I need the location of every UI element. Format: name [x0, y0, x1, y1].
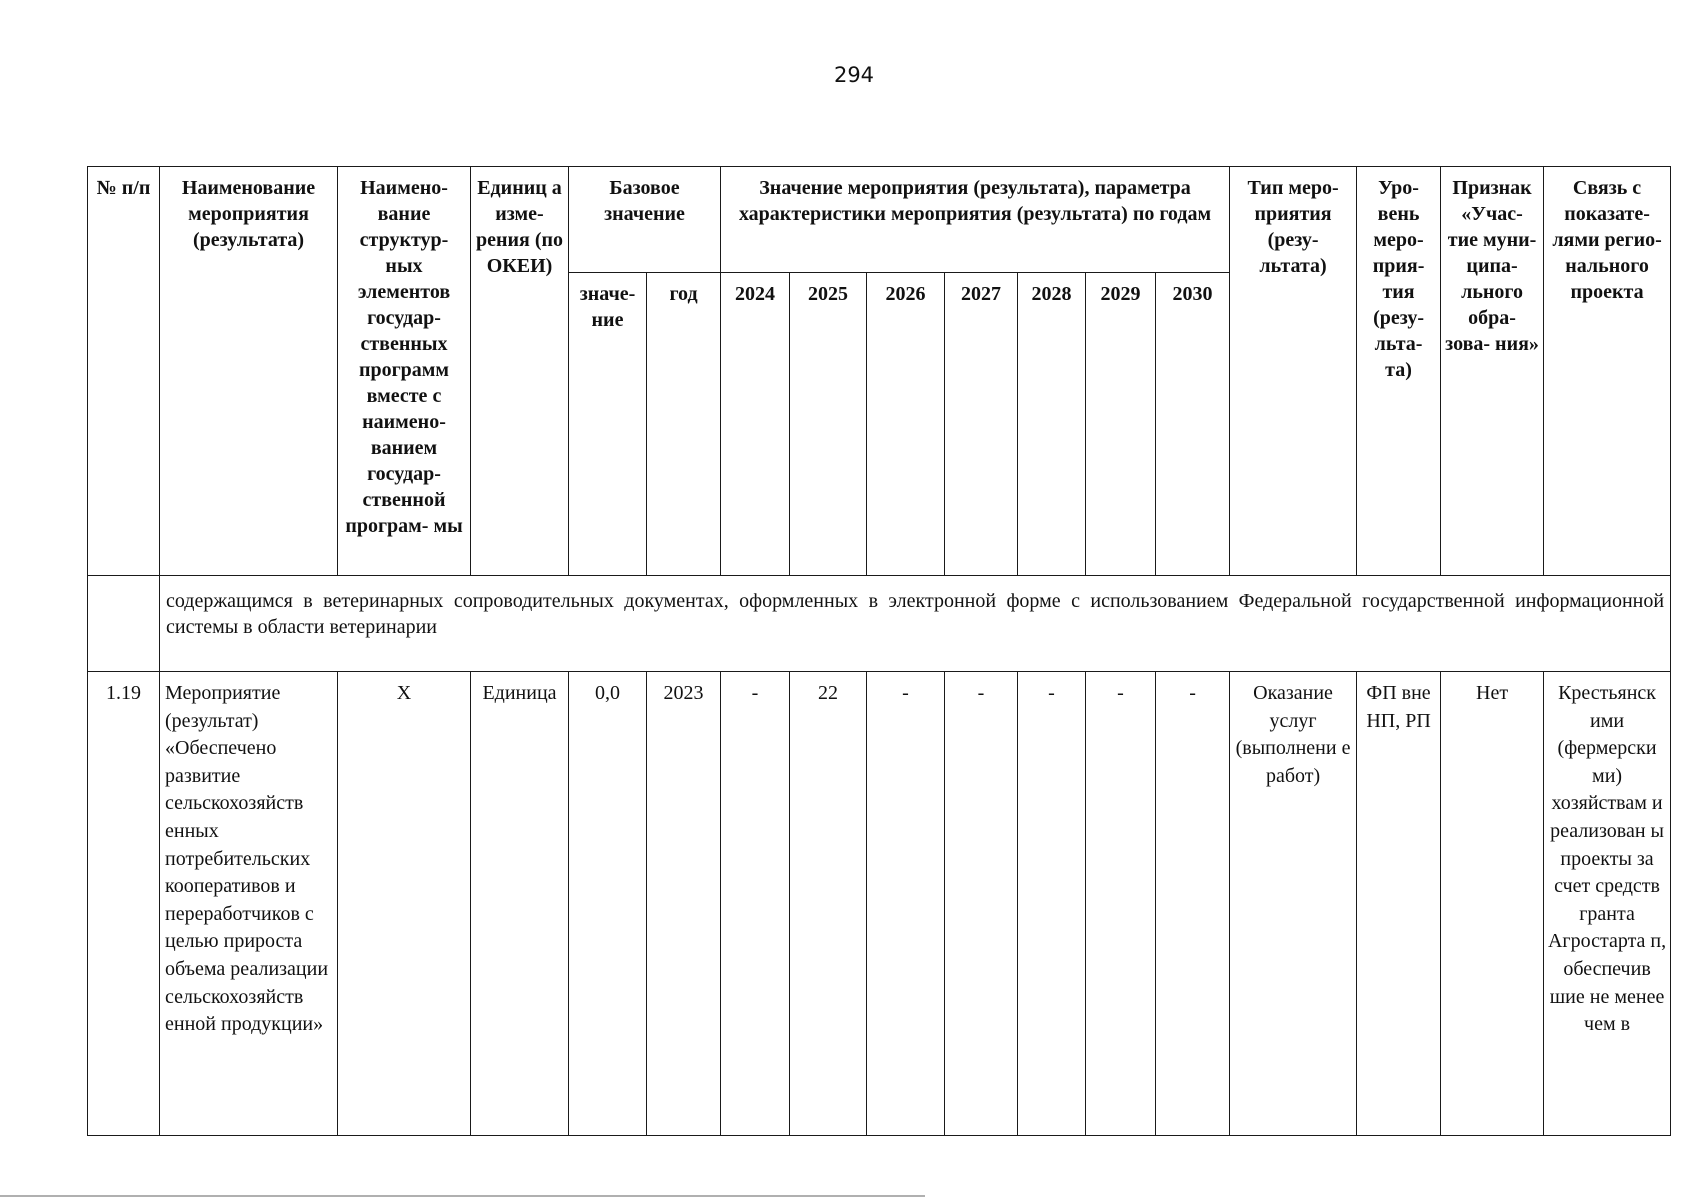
- header-unit: Единиц а изме- рения (по ОКЕИ): [471, 167, 569, 576]
- header-base-value: значе- ние: [569, 273, 647, 576]
- row-link: Крестьянск ими (фермерски ми) хозяйствам и реализован ы проекты за счет средств гранта Агростарта п, обеспечив шие не менее чем в: [1544, 672, 1671, 1136]
- header-values: Значение мероприятия (результата), параметра характеристики мероприятия (результата) по годам: [721, 167, 1230, 273]
- header-base-year: год: [647, 273, 721, 576]
- row-value-2028: -: [1018, 672, 1086, 1136]
- header-year-2025: 2025: [790, 273, 867, 576]
- table-row: [88, 672, 1671, 1136]
- page-number: 294: [833, 63, 875, 87]
- header-link: Связь с показате- лями регио- нального проекта: [1544, 167, 1671, 576]
- header-year-2028: 2028: [1018, 273, 1086, 576]
- row-value-2029: -: [1086, 672, 1156, 1136]
- row-level: ФП вне НП, РП: [1357, 672, 1441, 1136]
- row-num: 1.19: [88, 672, 160, 1136]
- row-value-2025: 22: [790, 672, 867, 1136]
- measures-table: [87, 166, 1671, 1136]
- row-base-year: 2023: [647, 672, 721, 1136]
- header-year-2030: 2030: [1156, 273, 1230, 576]
- header-year-2029: 2029: [1086, 273, 1156, 576]
- header-struct: Наимено- вание структур- ных элементов государ- ственных программ вместе с наимено- ванием государ- ственной програм- мы: [338, 167, 471, 576]
- row-struct: Х: [338, 672, 471, 1136]
- header-year-2026: 2026: [867, 273, 945, 576]
- row-unit: Единица: [471, 672, 569, 1136]
- row-name: Мероприятие (результат) «Обеспечено развитие сельскохозяйств енных потребительских кооперативов и переработчиков с целью прироста объема реализации сельскохозяйств енной продукции»: [160, 672, 338, 1136]
- header-year-2024: 2024: [721, 273, 790, 576]
- row-value-2026: -: [867, 672, 945, 1136]
- row-municipal: Нет: [1441, 672, 1544, 1136]
- header-municipal: Признак «Учас- тие муни- ципа- льного обра- зова- ния»: [1441, 167, 1544, 576]
- header-level: Уро- вень меро- прия- тия (резу- льта- та): [1357, 167, 1441, 576]
- scan-edge-line: [0, 1195, 925, 1197]
- continuation-num-cell: [88, 576, 160, 672]
- continuation-row: [88, 576, 1671, 672]
- row-value-2024: -: [721, 672, 790, 1136]
- row-base-value: 0,0: [569, 672, 647, 1136]
- header-row-1: [88, 167, 1671, 273]
- row-type: Оказание услуг (выполнени е работ): [1230, 672, 1357, 1136]
- header-type: Тип меро- приятия (резу- льтата): [1230, 167, 1357, 576]
- continuation-text: содержащимся в ветеринарных сопроводительных документах, оформленных в электронной форме с использованием Федеральной государственной информационной системы в области ветеринарии: [160, 576, 1671, 672]
- row-value-2027: -: [945, 672, 1018, 1136]
- row-value-2030: -: [1156, 672, 1230, 1136]
- header-base: Базовое значение: [569, 167, 721, 273]
- header-name: Наименование мероприятия (результата): [160, 167, 338, 576]
- header-year-2027: 2027: [945, 273, 1018, 576]
- header-num: № п/п: [88, 167, 160, 576]
